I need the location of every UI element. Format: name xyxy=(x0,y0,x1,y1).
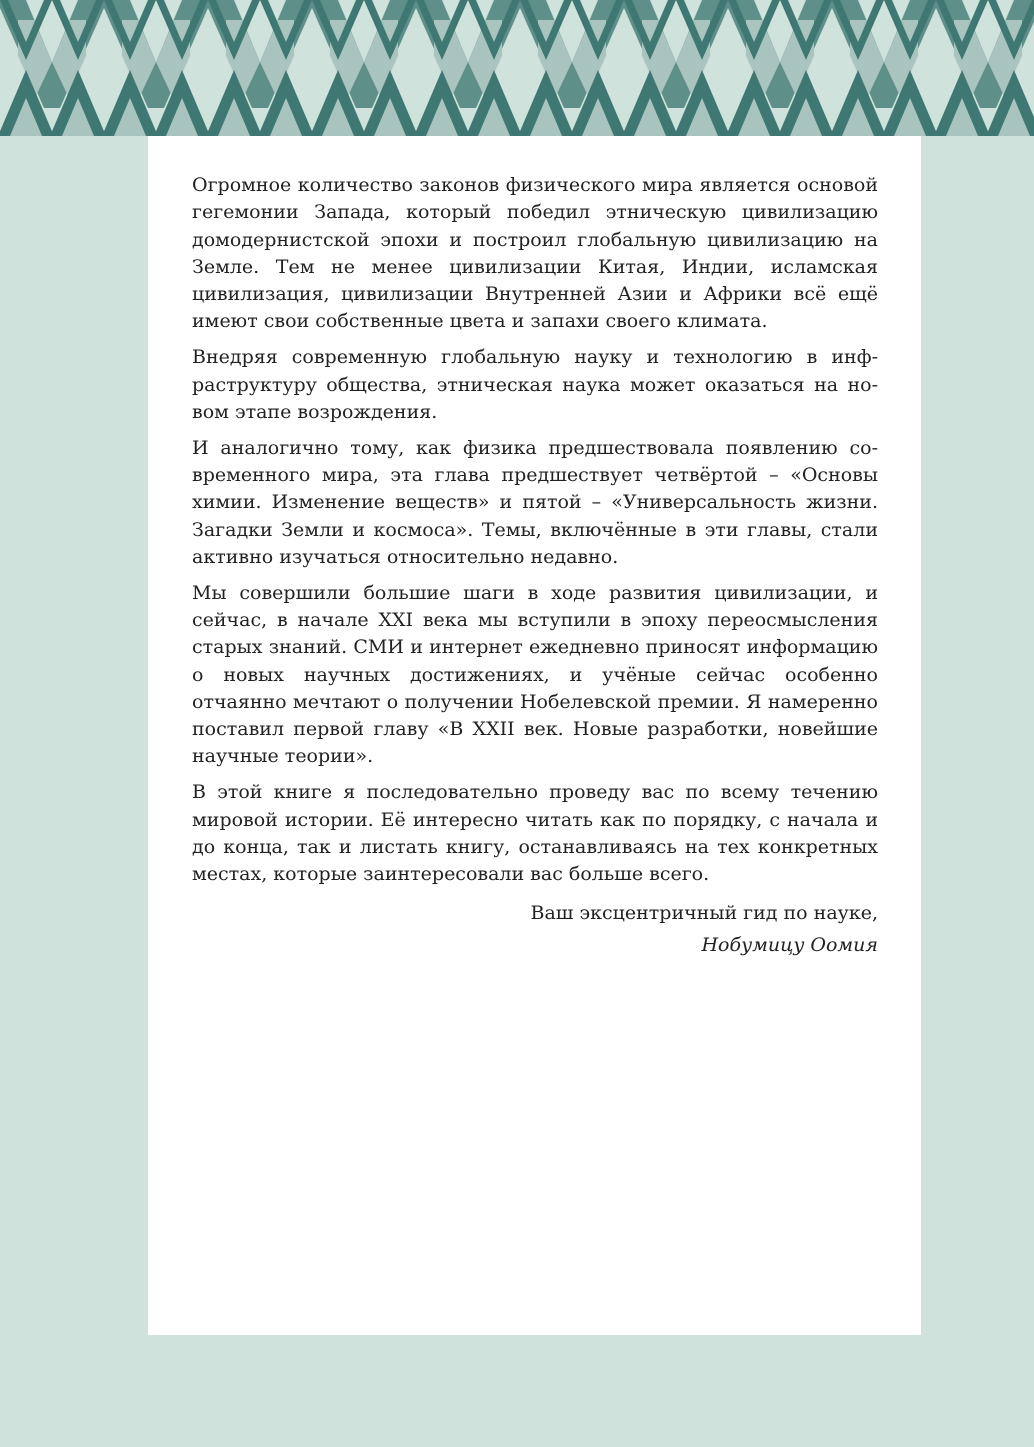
body-text xyxy=(192,172,878,961)
signature-author: Нобумицу Оомия xyxy=(701,933,878,956)
paragraph-5: В этой книге я последовательно проведу вас по всему течению мировой истории. Её интересно читать как по порядку, с начала и до конца, так и листать книгу, останавливаясь на тех конкретных местах, которые заинтересовали вас больше всего. xyxy=(192,781,878,886)
paragraph-1: Огромное количество законов физического мира является основой гегемонии Запада, который победил этническую цивилизацию домодернистской эпохи и построил глобальную цивилизацию на Земле. Тем не менее цивилизации Китая, Индии, исламская цивилизация, цивилизации Внутренней Азии и Африки всё ещё имеют свои собственные цвета и запахи своего климата. xyxy=(192,174,878,333)
paragraph-4: Мы совершили большие шаги в ходе развития цивилизации, и сейчас, в начале XXI века мы вступили в эпоху переосмысления старых знаний. СМИ и интернет ежедневно приносят информацию о новых научных достижениях, и учёные сейчас особенно отчаянно мечтают о получении Нобелевской премии. Я намеренно поставил первой главу «В XXII век. Новые разработки, новейшие научные теории». xyxy=(192,581,878,768)
decorative-header-pattern xyxy=(0,0,1034,136)
text-sheet xyxy=(148,136,921,1335)
paragraph-3: И аналогично тому, как физика предшествовала появлению современного мира, эта глава предшествует четвёртой – «Основы химии. Изменение веществ» и пятой – «Универсальность жизни. Загадки Земли и космоса». Темы, включённые в эти главы, стали активно изучаться относительно недавно. xyxy=(192,436,878,568)
paragraph-2: Внедряя современную глобальную науку и технологию в инфраструктуру общества, этническая наука может оказаться на новом этапе возрождения. xyxy=(192,346,878,423)
signature-closing: Ваш эксцентричный гид по науке, xyxy=(530,901,878,924)
